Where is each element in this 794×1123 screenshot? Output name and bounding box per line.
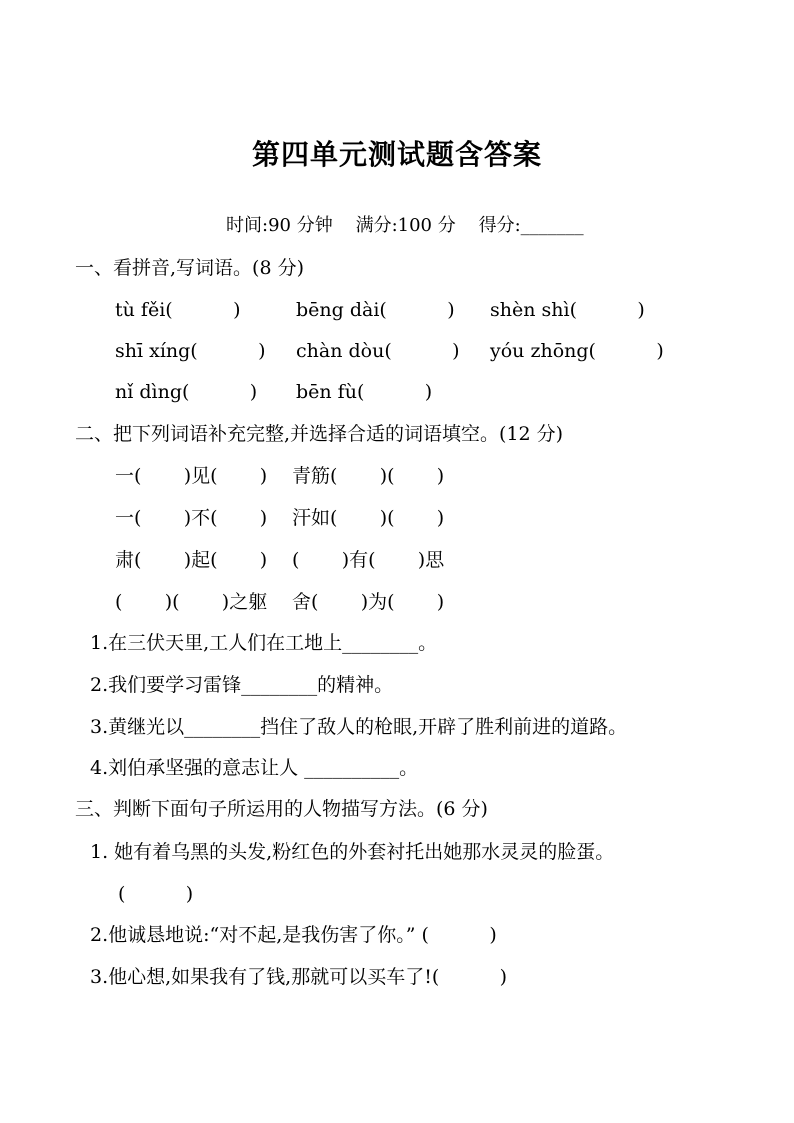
exam-meta: 时间:90 分钟 满分:100 分 得分:_______ bbox=[226, 215, 584, 236]
fill-question: 2.我们要学习雷锋________的精神。 bbox=[90, 674, 394, 696]
idiom-item: 肃( )起( ) bbox=[115, 549, 268, 571]
idiom-item: ( )有( )思 bbox=[292, 549, 445, 571]
idiom-item: ( )( )之躯 bbox=[115, 591, 268, 613]
pinyin-item: bēng dài( ) bbox=[296, 299, 455, 321]
judge-question: 2.他诚恳地说:“对不起,是我伤害了你。” ( ) bbox=[90, 924, 497, 946]
section3-heading: 三、判断下面句子所运用的人物描写方法。(6 分) bbox=[75, 798, 488, 820]
pinyin-item: shī xíng( ) bbox=[115, 340, 266, 362]
idiom-item: 一( )见( ) bbox=[115, 465, 268, 487]
fill-question: 1.在三伏天里,工人们在工地上________。 bbox=[90, 632, 438, 654]
fill-question: 4.刘伯承坚强的意志让人 __________。 bbox=[90, 757, 419, 779]
idiom-item: 舍( )为( ) bbox=[292, 591, 445, 613]
section2-heading: 二、把下列词语补充完整,并选择合适的词语填空。(12 分) bbox=[75, 423, 564, 445]
judge-answer-blank: ( ) bbox=[118, 883, 194, 905]
section1-heading: 一、看拼音,写词语。(8 分) bbox=[75, 257, 304, 279]
pinyin-item: bēn fù( ) bbox=[296, 381, 433, 403]
judge-question: 1. 她有着乌黑的头发,粉红色的外套衬托出她那水灵灵的脸蛋。 bbox=[90, 841, 615, 863]
idiom-item: 一( )不( ) bbox=[115, 507, 268, 529]
pinyin-item: chàn dòu( ) bbox=[296, 340, 460, 362]
judge-question: 3.他心想,如果我有了钱,那就可以买车了!( ) bbox=[90, 966, 508, 988]
idiom-item: 汗如( )( ) bbox=[292, 507, 445, 529]
idiom-item: 青筋( )( ) bbox=[292, 465, 445, 487]
pinyin-item: yóu zhōng( ) bbox=[490, 340, 664, 362]
fill-question: 3.黄继光以________挡住了敌人的枪眼,开辟了胜利前进的道路。 bbox=[90, 716, 628, 738]
pinyin-item: shèn shì( ) bbox=[490, 299, 645, 321]
pinyin-item: tù fěi( ) bbox=[115, 299, 241, 321]
pinyin-item: nǐ dìng( ) bbox=[115, 381, 258, 403]
page-title: 第四单元测试题含答案 bbox=[251, 138, 542, 171]
